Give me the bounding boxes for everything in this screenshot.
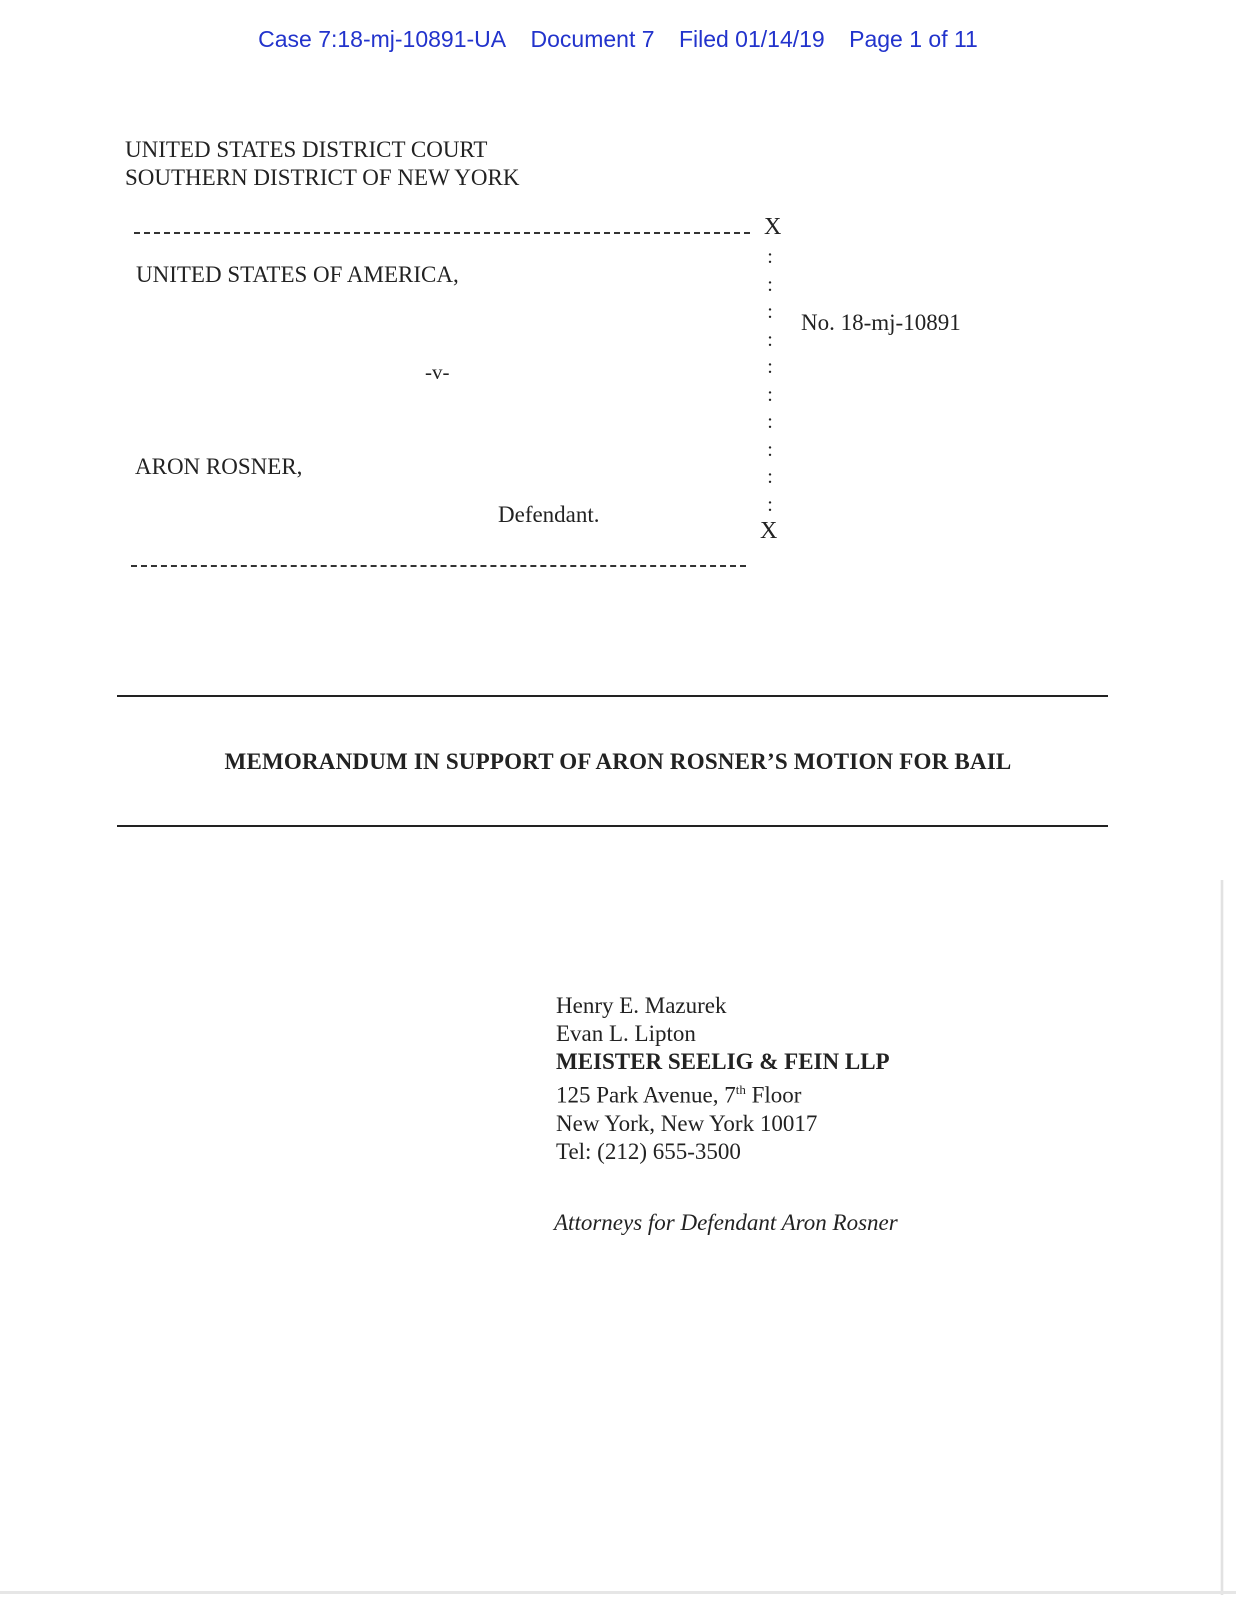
ecf-header [0, 26, 1236, 53]
caption-colon: : [767, 356, 773, 378]
court-line-2: SOUTHERN DISTRICT OF NEW YORK [125, 165, 520, 190]
caption-x-bottom: X [760, 518, 778, 544]
document-title: MEMORANDUM IN SUPPORT OF ARON ROSNER’S MOTION FOR BAIL [224, 749, 1012, 774]
attorney-name-2: Evan L. Lipton [556, 1021, 696, 1046]
caption-colon: : [767, 493, 773, 516]
scan-bottom-shadow [0, 1591, 1236, 1594]
court-line-1: UNITED STATES DISTRICT COURT [125, 137, 488, 162]
defendant-role: Defendant. [498, 502, 600, 527]
plaintiff-name: UNITED STATES OF AMERICA, [136, 262, 459, 287]
address-floor: Floor [745, 1082, 802, 1108]
caption-colon: : [767, 301, 773, 323]
title-bottom-rule [117, 825, 1108, 827]
caption-bottom-dashed-rule [131, 565, 746, 567]
caption-colon: : [767, 438, 773, 461]
caption-colon: : [767, 383, 773, 406]
caption-top-dashed-rule [134, 232, 750, 234]
ecf-document-number: Document 7 [530, 26, 655, 52]
attorney-block [556, 992, 890, 1166]
caption-colon: : [767, 328, 773, 351]
caption-colon-column [765, 244, 775, 519]
versus-label: -v- [425, 360, 450, 384]
court-name [125, 136, 519, 192]
caption-colon: : [767, 466, 773, 488]
ecf-page-number: Page 1 of 11 [849, 26, 978, 52]
scan-edge-shadow [1220, 880, 1224, 1595]
law-firm-name: MEISTER SEELIG & FEIN LLP [556, 1049, 890, 1074]
title-top-rule [117, 695, 1108, 697]
caption-colon: : [767, 411, 773, 433]
attorney-name-1: Henry E. Mazurek [556, 993, 727, 1018]
address-ordinal-suffix: th [735, 1082, 746, 1097]
address-street: 125 Park Avenue, 7 [556, 1082, 736, 1108]
firm-telephone: Tel: (212) 655-3500 [556, 1138, 741, 1164]
attorneys-for-line: Attorneys for Defendant Aron Rosner [554, 1210, 898, 1235]
ecf-filed-date: Filed 01/14/19 [678, 26, 825, 52]
caption-x-top: X [764, 214, 782, 240]
defendant-name: ARON ROSNER, [135, 454, 303, 479]
caption-colon: : [767, 246, 773, 268]
firm-address-line-1 [556, 1076, 890, 1110]
firm-address-line-2: New York, New York 10017 [556, 1110, 818, 1136]
ecf-case-number: Case 7:18-mj-10891-UA [258, 26, 507, 52]
case-number: No. 18-mj-10891 [801, 310, 961, 335]
caption-colon: : [767, 273, 773, 296]
